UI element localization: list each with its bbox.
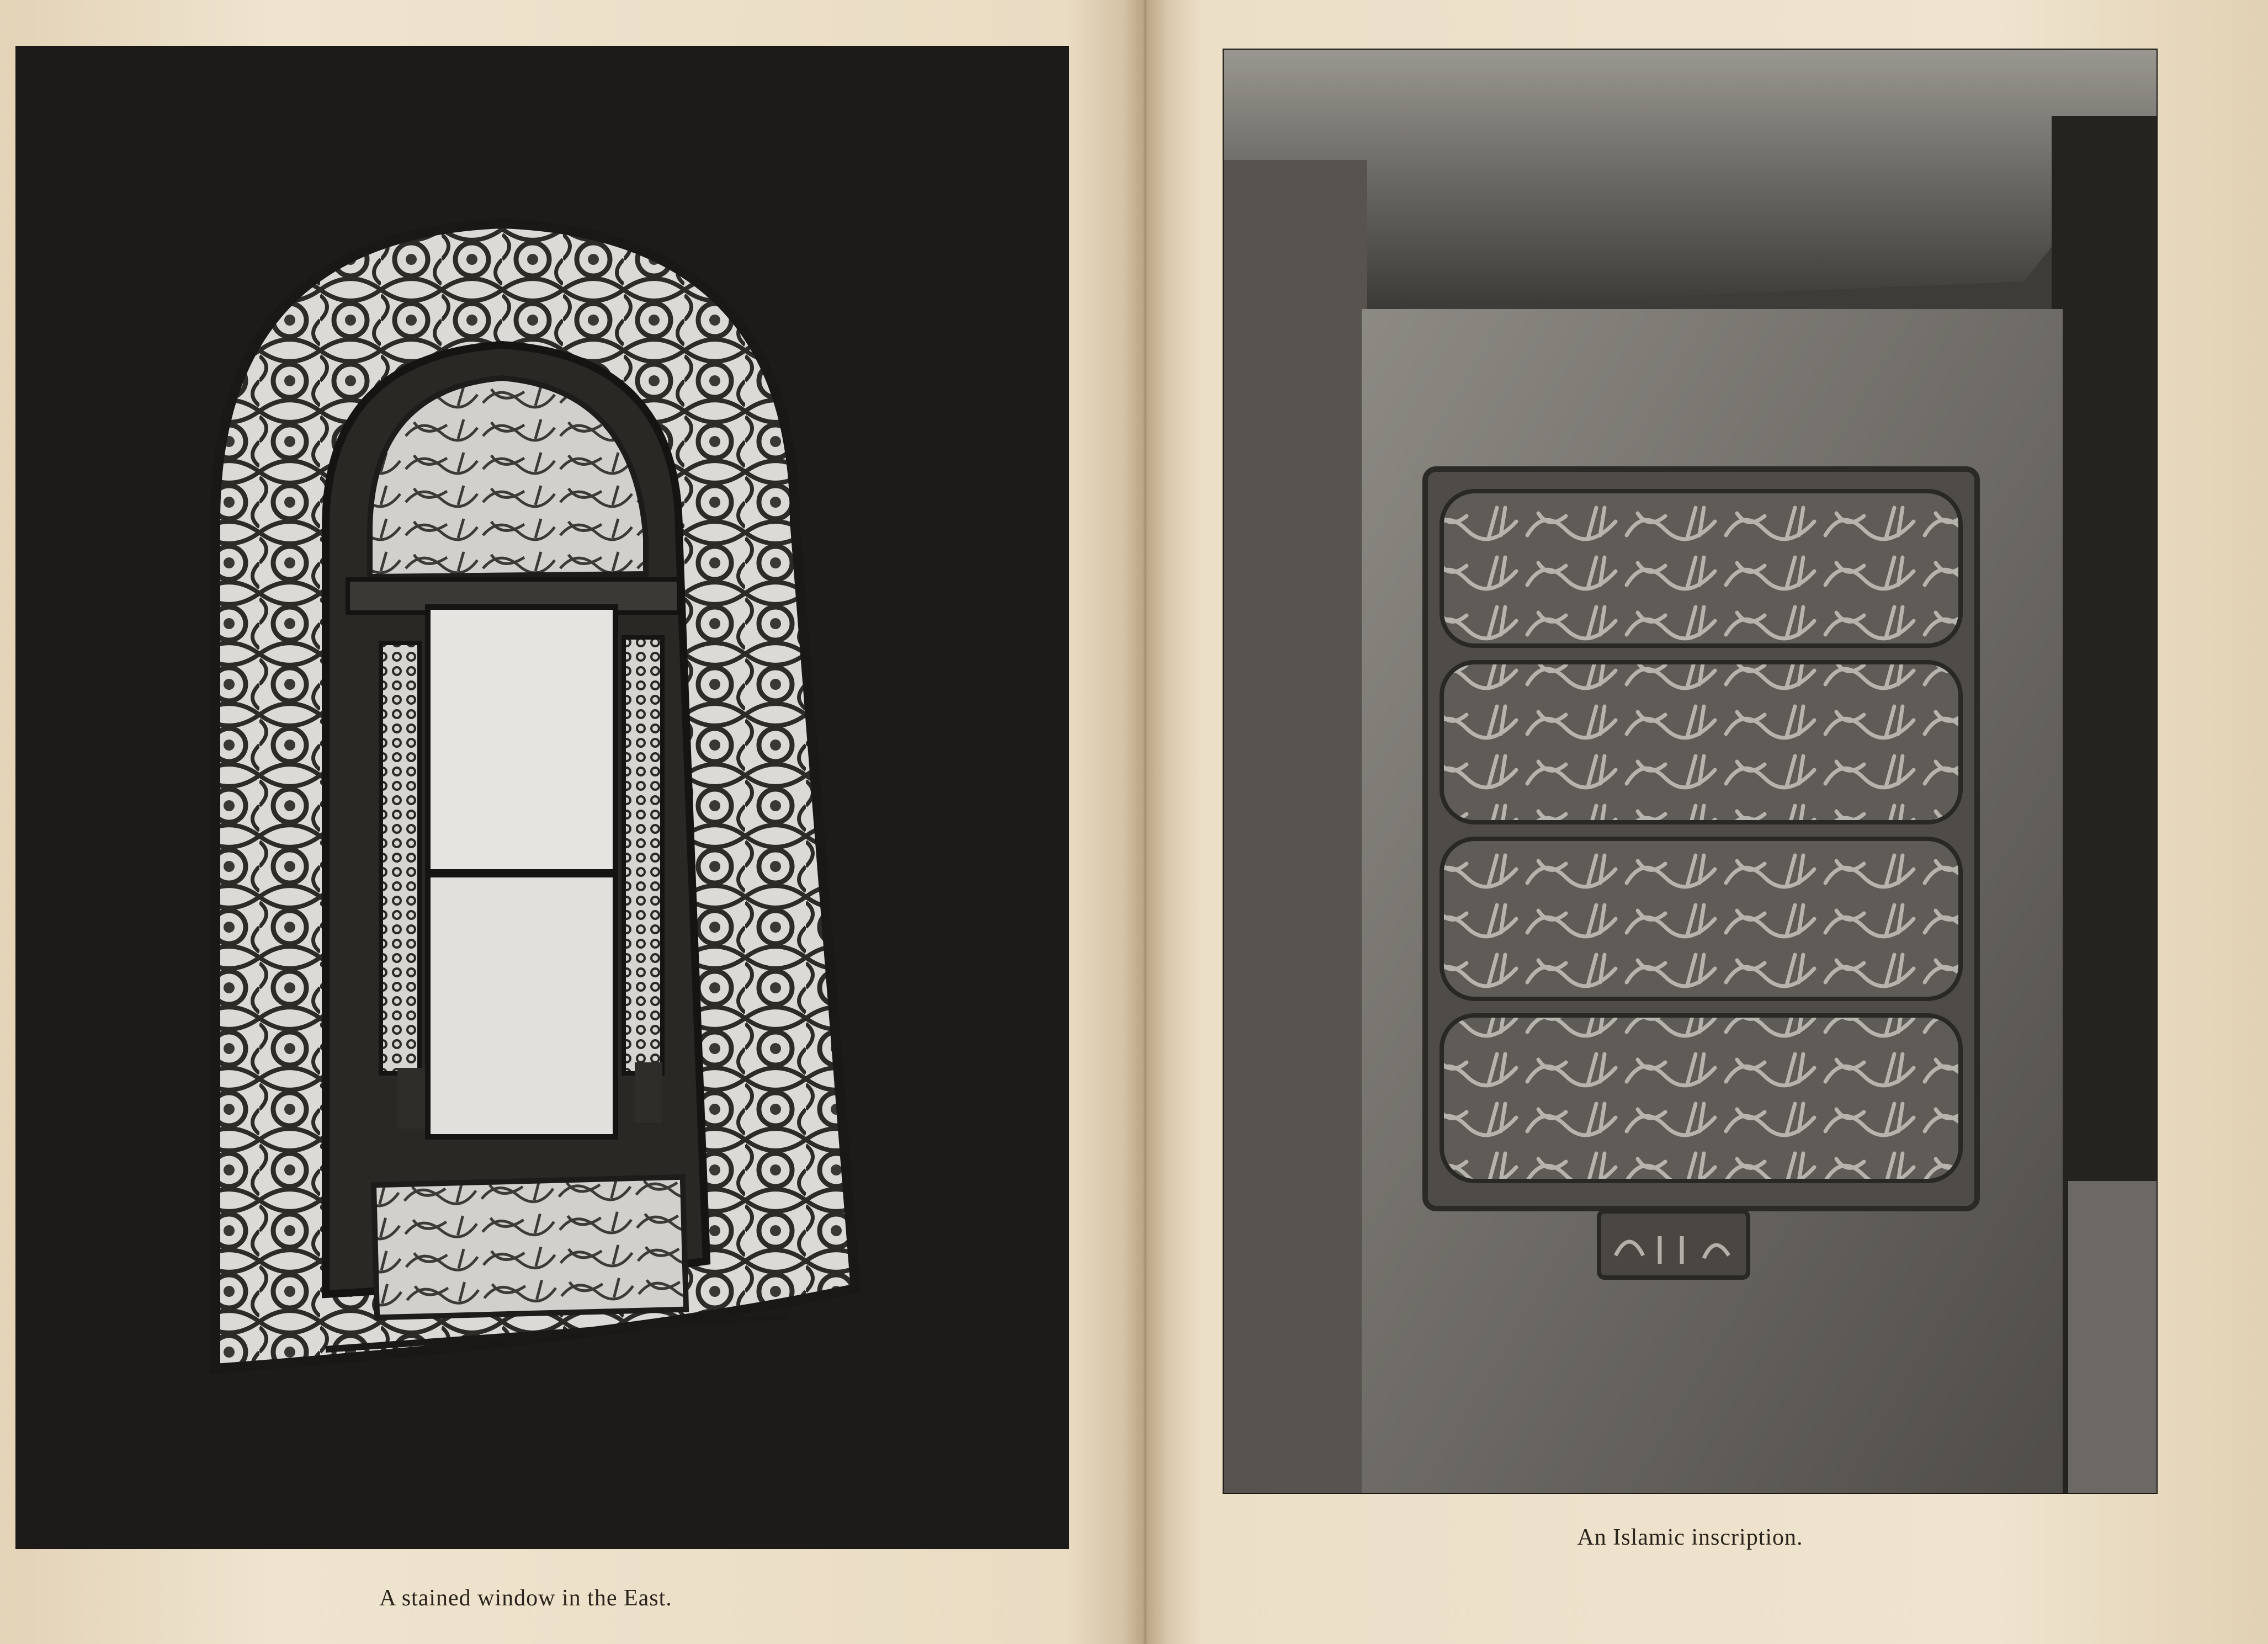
left-caption: A stained window in the East.	[379, 1586, 672, 1611]
inscription-line-3	[1442, 839, 1961, 999]
bottom-calligraphy-panel	[374, 1177, 686, 1318]
inscription-line-1	[1442, 491, 1961, 646]
stained-window-illustration	[17, 47, 1068, 1548]
inscription-line-4	[1442, 1015, 1961, 1181]
inscription-line-2	[1442, 662, 1961, 822]
upper-glass-pane	[428, 607, 615, 872]
islamic-inscription-illustration	[1224, 50, 2157, 1493]
right-caption: An Islamic inscription.	[1577, 1525, 1803, 1550]
lower-glass-pane	[428, 875, 615, 1137]
right-lattice-column	[624, 637, 662, 1073]
left-lattice-column	[381, 643, 419, 1073]
stained-window-photo	[17, 47, 1068, 1548]
islamic-inscription-photo	[1224, 50, 2157, 1493]
right-page	[1134, 0, 2268, 1644]
